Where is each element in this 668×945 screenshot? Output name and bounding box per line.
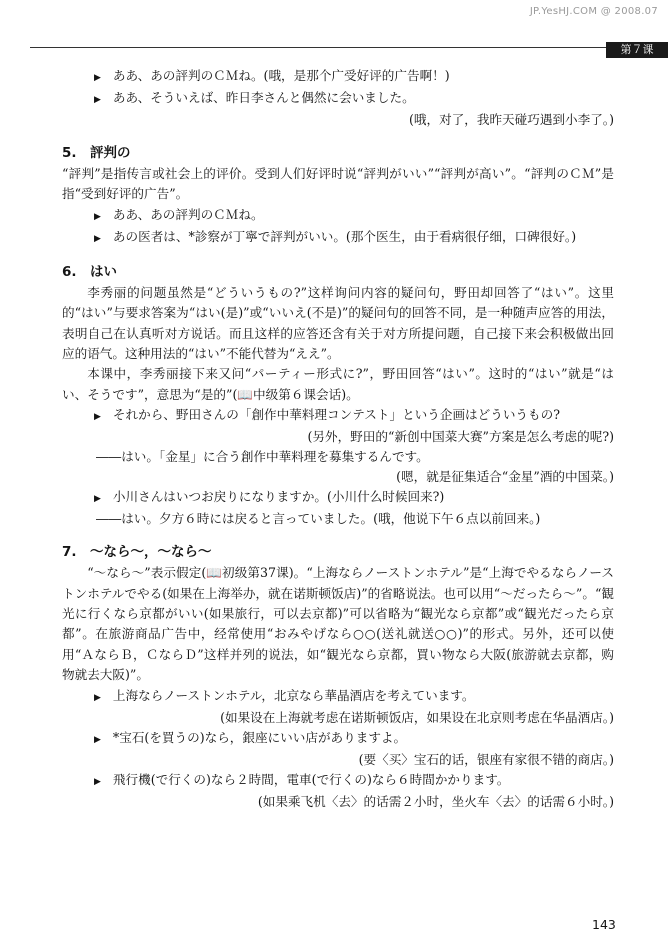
section-heading-7: 7. ～なら～，～なら～	[62, 544, 212, 561]
translation: (如果设在上海就考虑在诺斯顿饭店，如果设在北京则考虑在华晶酒店。)	[220, 709, 614, 725]
translation: (哦，对了，我昨天碰巧遇到小李了。)	[408, 112, 614, 127]
section-paragraph: “～なら～”表示假定(📖初级第37课)。“上海ならノーストンホテル”是“上海でやるならノーストンホテルでやる(如果在上海举办，就在诺斯顿饭店)”的省略说法。也可以用“～だったら～”。“観光に行くなら京都がいい(如果旅行，可以去京都)”可以省略为“観光なら京都”或“観光だったら京都”。在旅游商品广告中，经常使用“おみやげなら○○(送礼就送○○)”的形式。另外，还可以使用“ＡならＢ，ＣならＤ”这样并列的说法，如“観光なら京都，買い物なら大阪(旅游就去京都，购物就去大阪)”。	[62, 565, 614, 683]
section-heading-5: 5. 評判の	[62, 145, 131, 161]
page-number: 143	[592, 917, 616, 932]
section-heading-6: 6. はい	[62, 263, 118, 280]
page-content	[62, 66, 614, 812]
watermark: JP.YesHJ.COM @ 2008.07	[529, 6, 658, 17]
lesson-tab: 第７课	[606, 42, 668, 58]
example-sentence: ▶ *宝石(を買うの)なら，銀座にいい店がありますよ。	[62, 728, 614, 750]
section-paragraph: 李秀丽的问题虽然是“どういうもの?”这样询问内容的疑问句，野田却回答了“はい”。这里的“はい”与要求答案为“はい(是)”或“いいえ(不是)”的疑问句的回答不同，是一种随声应答的用法，表明自己在认真听对方说话。而且这样的应答还含有关于对方所提问题，自己接下来会积极做出回应的语气。这种用法的“はい”不能代替为“ええ”。	[62, 284, 614, 362]
example-answer: ――はい。「金星」に合う創作中華料理を募集するんです。	[96, 449, 429, 465]
example-sentence: ▶ ああ、そういえば、昨日李さんと偶然に会いました。	[62, 88, 614, 110]
example-sentence: ▶ 上海ならノーストンホテル，北京なら華晶酒店を考えています。	[62, 686, 614, 708]
example-sentence: ▶ 飛行機(で行くの)なら２時間，電車(で行くの)なら６時間かかります。	[62, 770, 614, 792]
example-sentence: ▶ それから、野田さんの「創作中華料理コンテスト」という企画はどういうもの?	[62, 405, 614, 427]
example-sentence: ▶ ああ、あの評判のＣＭね。(哦，是那个广受好评的广告啊！)	[62, 66, 614, 88]
section-paragraph: “評判”是指传言或社会上的评价。受到人们好评时说“評判がいい”“評判が高い”。“評判のＣＭ”是指“受到好评的广告”。	[62, 166, 614, 202]
section-paragraph: 本课中，李秀丽接下来又问“パーティー形式に?”，野田回答“はい”。这时的“はい”就是“はい、そうです”，意思为“是的”(📖中级第６课会话)。	[62, 366, 614, 402]
example-sentence: ▶ あの医者は、*診察が丁寧で評判がいい。(那个医生，由于看病很仔细，口碑很好。)	[62, 227, 614, 249]
example-sentence: ▶ 小川さんはいつお戻りになりますか。(小川什么时候回来?)	[62, 487, 614, 509]
header-rule	[30, 47, 668, 48]
translation: (另外，野田的“新创中国菜大赛”方案是怎么考虑的呢?)	[307, 429, 614, 445]
example-sentence: ▶ ああ、あの評判のＣＭね。	[62, 205, 614, 227]
translation: (要〈买〉宝石的话，银座有家很不错的商店。)	[358, 751, 614, 767]
translation: (如果乘飞机〈去〉的话需２小时，坐火车〈去〉的话需６小时。)	[257, 793, 614, 809]
example-answer: ――はい。夕方６時には戻ると言っていました。(哦，他说下午６点以前回来。)	[96, 511, 541, 527]
translation: (嗯，就是征集适合“金星”酒的中国菜。)	[396, 469, 614, 485]
